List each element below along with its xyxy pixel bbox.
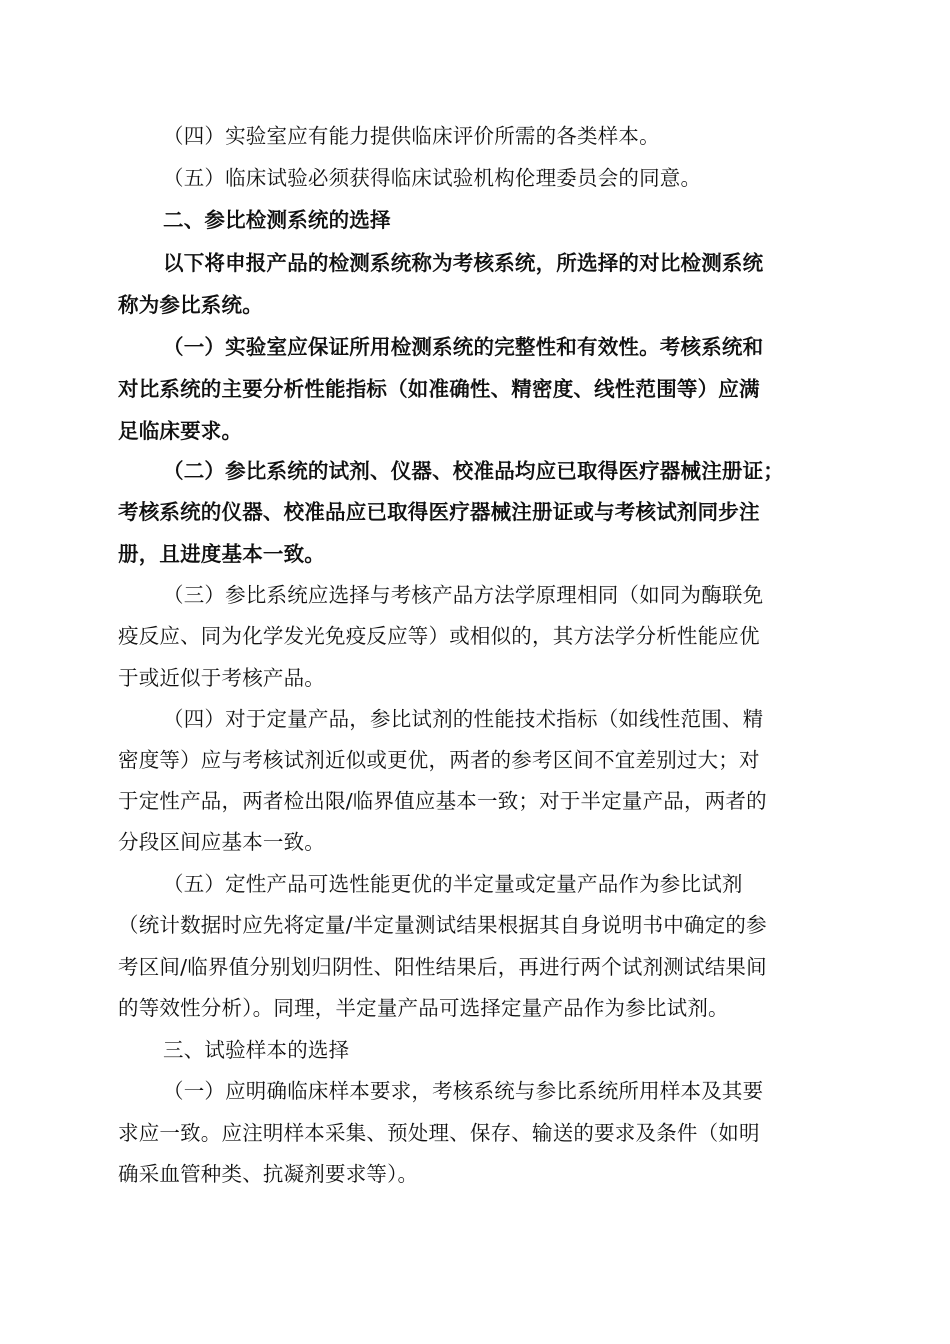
paragraph-line: 册，且进度基本一致。 xyxy=(118,542,325,566)
paragraph-line: 于定性产品，两者检出限/临界值应基本一致；对于半定量产品，两者的 xyxy=(118,789,767,813)
paragraph-line: 考核系统的仪器、校准品应已取得医疗器械注册证或与考核试剂同步注 xyxy=(118,500,760,524)
paragraph-line: （四）对于定量产品，参比试剂的性能技术指标（如线性范围、精 xyxy=(163,707,764,731)
section-heading: 三、试验样本的选择 xyxy=(163,1038,350,1062)
paragraph-line: （二）参比系统的试剂、仪器、校准品均应已取得医疗器械注册证； xyxy=(163,459,784,483)
paragraph-line: （三）参比系统应选择与考核产品方法学原理相同（如同为酶联免 xyxy=(163,583,764,607)
paragraph-line: 以下将申报产品的检测系统称为考核系统，所选择的对比检测系统 xyxy=(163,251,764,275)
paragraph-line: 确采血管种类、抗凝剂要求等）。 xyxy=(118,1162,419,1186)
paragraph-line: 疫反应、同为化学发光免疫反应等）或相似的，其方法学分析性能应优 xyxy=(118,624,760,648)
paragraph-line: 对比系统的主要分析性能指标（如准确性、精密度、线性范围等）应满 xyxy=(118,377,760,401)
paragraph-line: 称为参比系统。 xyxy=(118,293,263,317)
paragraph-line: 足临床要求。 xyxy=(118,419,243,443)
section-heading: 二、参比检测系统的选择 xyxy=(163,208,391,232)
paragraph-line: 于或近似于考核产品。 xyxy=(118,666,325,690)
paragraph-line: 密度等）应与考核试剂近似或更优，两者的参考区间不宜差别过大；对 xyxy=(118,748,760,772)
paragraph-line: （五）临床试验必须获得临床试验机构伦理委员会的同意。 xyxy=(163,166,702,190)
paragraph-line: （统计数据时应先将定量/半定量测试结果根据其自身说明书中确定的参 xyxy=(118,913,767,937)
paragraph-line: （一）实验室应保证所用检测系统的完整性和有效性。考核系统和 xyxy=(163,335,764,359)
paragraph-line: 求应一致。应注明样本采集、预处理、保存、输送的要求及条件（如明 xyxy=(118,1121,760,1145)
paragraph-line: 分段区间应基本一致。 xyxy=(118,830,325,854)
paragraph-line: 考区间/临界值分别划归阴性、阳性结果后，再进行两个试剂测试结果间 xyxy=(118,955,767,979)
paragraph-line: （五）定性产品可选性能更优的半定量或定量产品作为参比试剂 xyxy=(163,872,743,896)
paragraph-line: （四）实验室应有能力提供临床评价所需的各类样本。 xyxy=(163,124,660,148)
paragraph-line: 的等效性分析）。同理，半定量产品可选择定量产品作为参比试剂。 xyxy=(118,996,729,1020)
paragraph-line: （一）应明确临床样本要求，考核系统与参比系统所用样本及其要 xyxy=(163,1079,764,1103)
